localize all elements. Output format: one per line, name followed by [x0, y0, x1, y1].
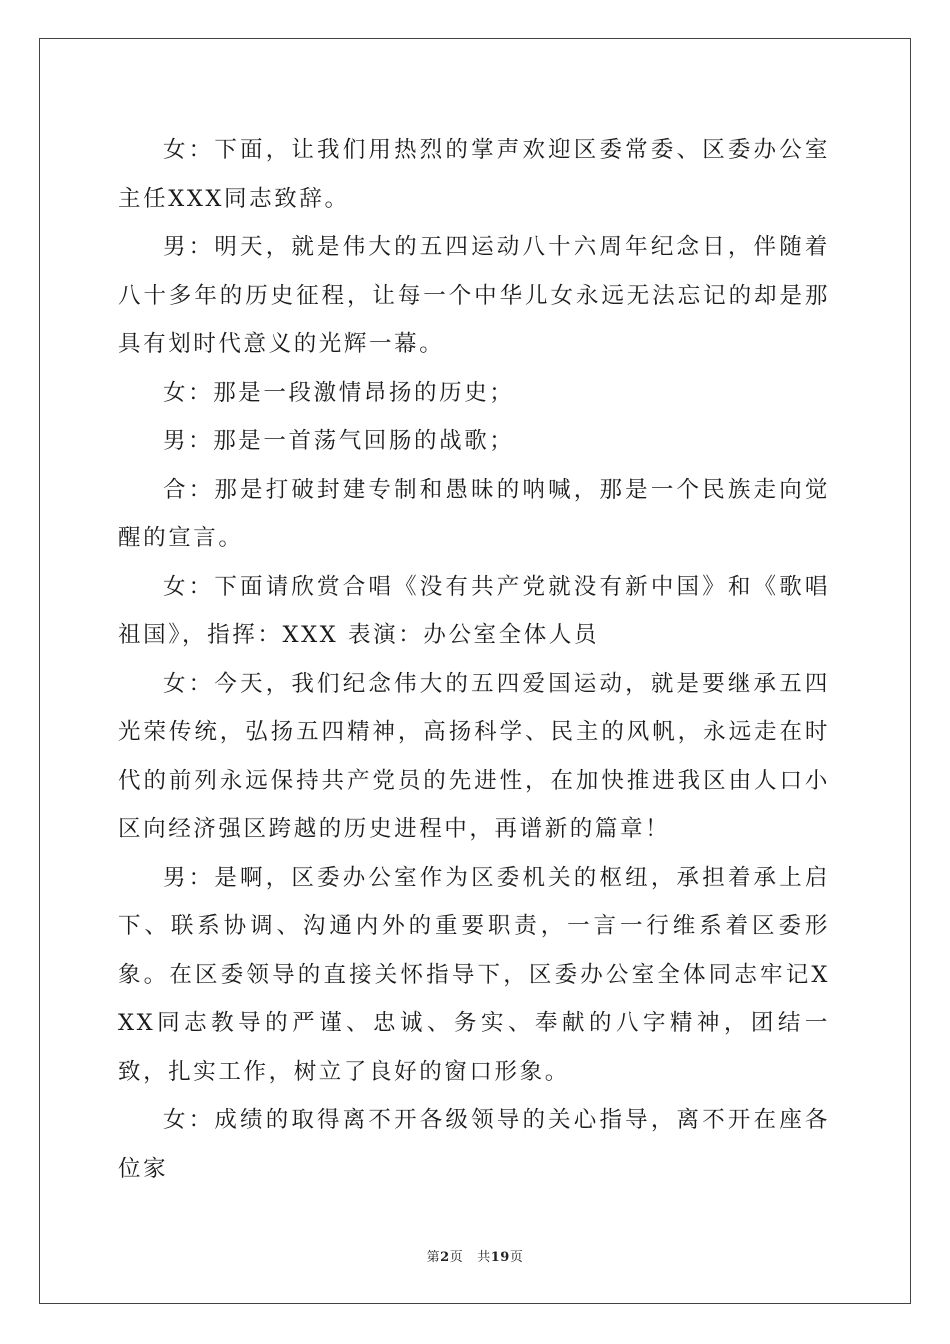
- paragraph: 男：明天，就是伟大的五四运动八十六周年纪念日，伴随着八十多年的历史征程，让每一个中华儿女永远无法忘记的却是那具有划时代意义的光辉一幕。: [118, 234, 830, 357]
- paragraph: 男：那是一首荡气回肠的战歌；: [163, 428, 515, 454]
- paragraph: 女：成绩的取得离不开各级领导的关心指导，离不开在座各位家: [118, 1107, 830, 1182]
- paragraph: 女：那是一段激情昂扬的历史；: [163, 379, 515, 406]
- paragraph: 女：下面请欣赏合唱《没有共产党就没有新中国》和《歌唱祖国》，指挥：XXX 表演：办公室全体人员: [118, 573, 830, 648]
- paragraph: 男：是啊，区委办公室作为区委机关的枢纽，承担着承上启下、联系协调、沟通内外的重要职责，一言一行维系着区委形象。在区委领导的直接关怀指导下，区委办公室全体同志牢记XXX同志教导的严谨、忠诚、务实、奉献的八字精神，团结一致，扎实工作，树立了良好的窗口形象。: [118, 864, 830, 1085]
- page-suffix: 页: [449, 1250, 464, 1265]
- paragraph: 女：下面，让我们用热烈的掌声欢迎区委常委、区委办公室主任XXX同志致辞。: [118, 137, 830, 212]
- page-total: 19: [490, 1250, 510, 1265]
- paragraph: 合：那是打破封建专制和愚昧的呐喊，那是一个民族走向觉醒的宣言。: [118, 476, 830, 551]
- total-prefix: 共: [477, 1250, 491, 1265]
- page-current: 2: [440, 1250, 450, 1265]
- page-footer: [0, 1246, 950, 1265]
- total-suffix: 页: [509, 1250, 524, 1265]
- page-prefix: 第: [426, 1250, 441, 1265]
- document-body: [118, 126, 830, 1193]
- paragraph: 女：今天，我们纪念伟大的五四爱国运动，就是要继承五四光荣传统，弘扬五四精神，高扬科学、民主的风帆，永远走在时代的前列永远保持共产党员的先进性，在加快推进我区由人口小区向经济强区跨越的历史进程中，再谱新的篇章！: [118, 670, 830, 842]
